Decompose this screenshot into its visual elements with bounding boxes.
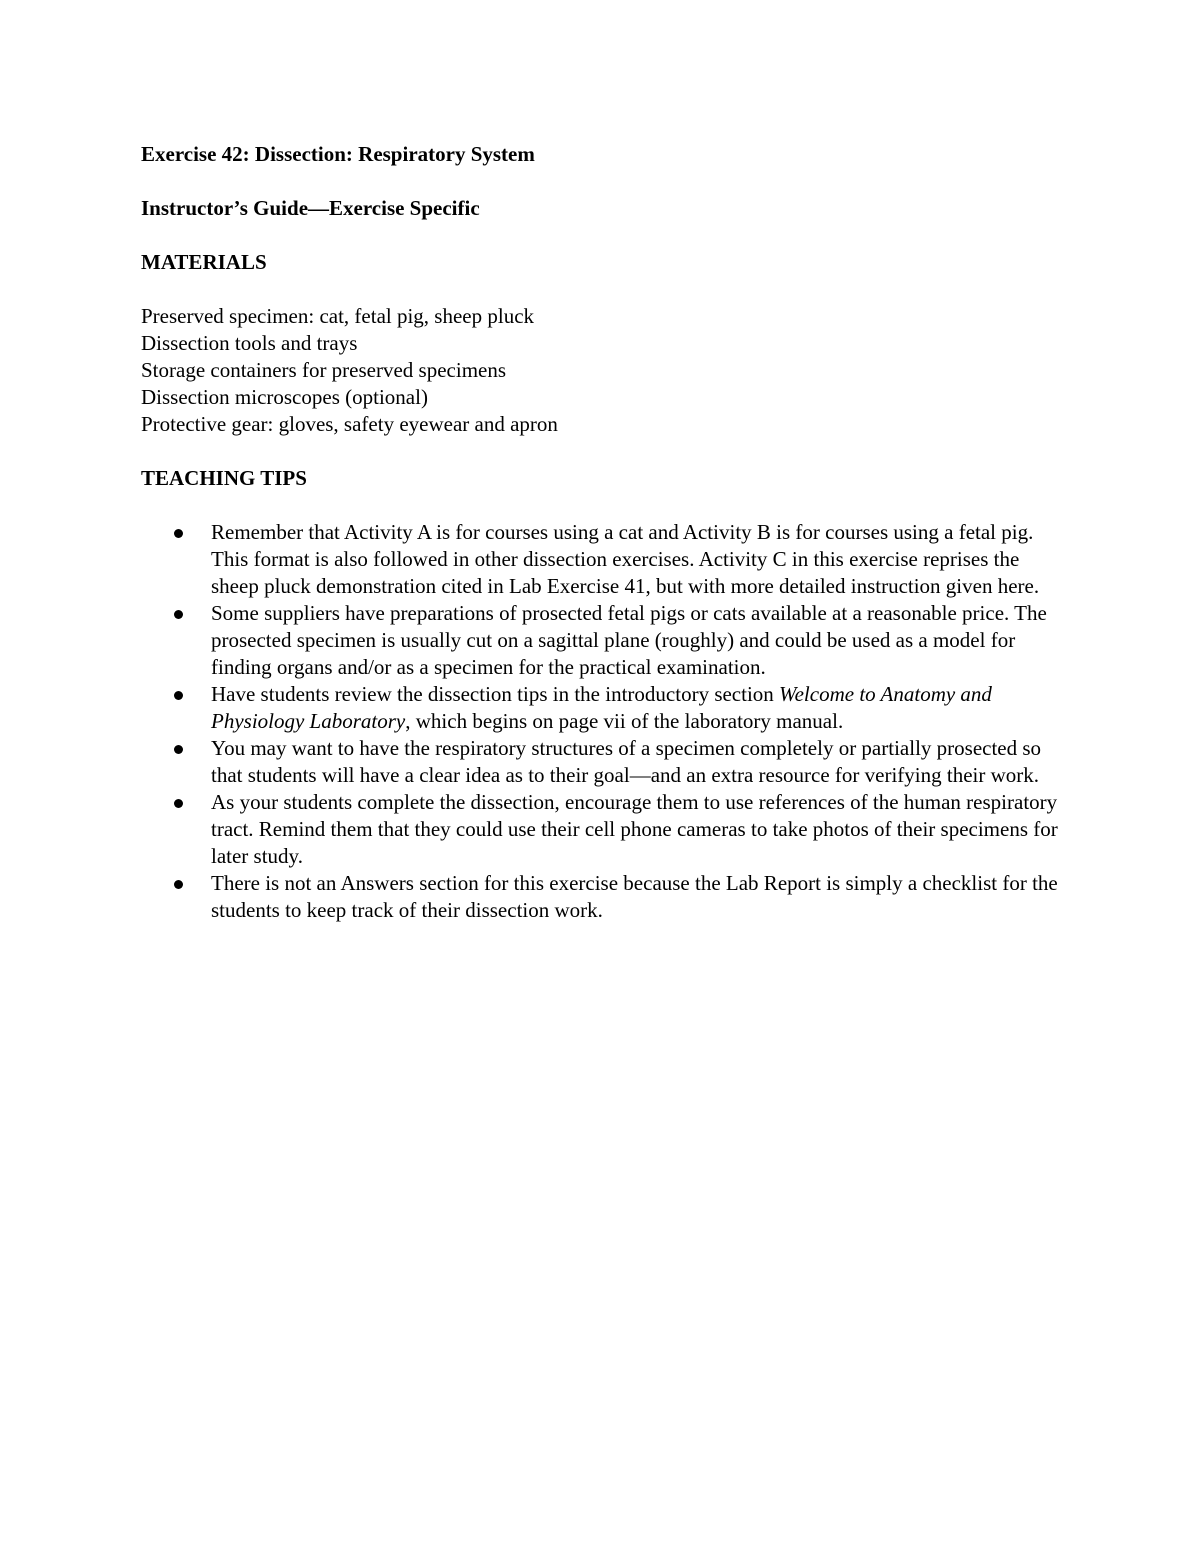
tip-text: There is not an Answers section for this exercise because the Lab Report is simply a checklist for the students to keep track of their dissection work. bbox=[211, 871, 1058, 922]
tip-text-before: Have students review the dissection tips in the introductory section bbox=[211, 682, 780, 706]
tip-item bbox=[141, 870, 1071, 924]
spacer bbox=[141, 276, 1071, 303]
tip-text: As your students complete the dissection, encourage them to use references of the human respiratory tract. Remind them that they could use their cell phone cameras to take photos of their specimens for later study. bbox=[211, 790, 1058, 868]
tip-item bbox=[141, 681, 1071, 735]
document-subtitle: Instructor’s Guide—Exercise Specific bbox=[141, 196, 480, 220]
materials-item: Protective gear: gloves, safety eyewear and apron bbox=[141, 412, 558, 436]
materials-item: Dissection tools and trays bbox=[141, 331, 358, 355]
spacer bbox=[141, 168, 1071, 195]
tip-text-italic-title: Welcome to Anatomy and Physiology Laboratory bbox=[211, 682, 992, 733]
materials-item: Preserved specimen: cat, fetal pig, sheep pluck bbox=[141, 304, 535, 328]
materials-list bbox=[141, 303, 1071, 438]
bullet-icon bbox=[174, 880, 183, 889]
bullet-icon bbox=[174, 799, 183, 808]
document-title: Exercise 42: Dissection: Respiratory System bbox=[141, 142, 535, 166]
teaching-tips-list bbox=[141, 519, 1071, 924]
tip-item bbox=[141, 735, 1071, 789]
bullet-icon bbox=[174, 745, 183, 754]
tip-text: Remember that Activity A is for courses using a cat and Activity B is for courses using a fetal pig. This format is also followed in other dissection exercises. Activity C in this exercise reprises the sheep pluck demonstration cited in Lab Exercise 41, but with more detailed instruction given here. bbox=[211, 520, 1040, 598]
materials-heading: MATERIALS bbox=[141, 250, 267, 274]
teaching-tips-heading: TEACHING TIPS bbox=[141, 466, 307, 490]
spacer bbox=[141, 492, 1071, 519]
materials-item: Storage containers for preserved specimens bbox=[141, 358, 507, 382]
tip-text-after: , which begins on page vii of the laboratory manual. bbox=[405, 709, 844, 733]
bullet-icon bbox=[174, 529, 183, 538]
tip-item bbox=[141, 789, 1071, 870]
document-content bbox=[141, 141, 1071, 924]
spacer bbox=[141, 438, 1071, 465]
bullet-icon bbox=[174, 691, 183, 700]
tip-text: You may want to have the respiratory structures of a specimen completely or partially prosected so that students will have a clear idea as to their goal—and an extra resource for verifying their work. bbox=[211, 736, 1042, 787]
tip-item bbox=[141, 600, 1071, 681]
materials-item: Dissection microscopes (optional) bbox=[141, 385, 428, 409]
bullet-icon bbox=[174, 610, 183, 619]
tip-item bbox=[141, 519, 1071, 600]
tip-text: Some suppliers have preparations of prosected fetal pigs or cats available at a reasonable price. The prosected specimen is usually cut on a sagittal plane (roughly) and could be used as a model for finding organs and/or as a specimen for the practical examination. bbox=[211, 601, 1047, 679]
spacer bbox=[141, 222, 1071, 249]
